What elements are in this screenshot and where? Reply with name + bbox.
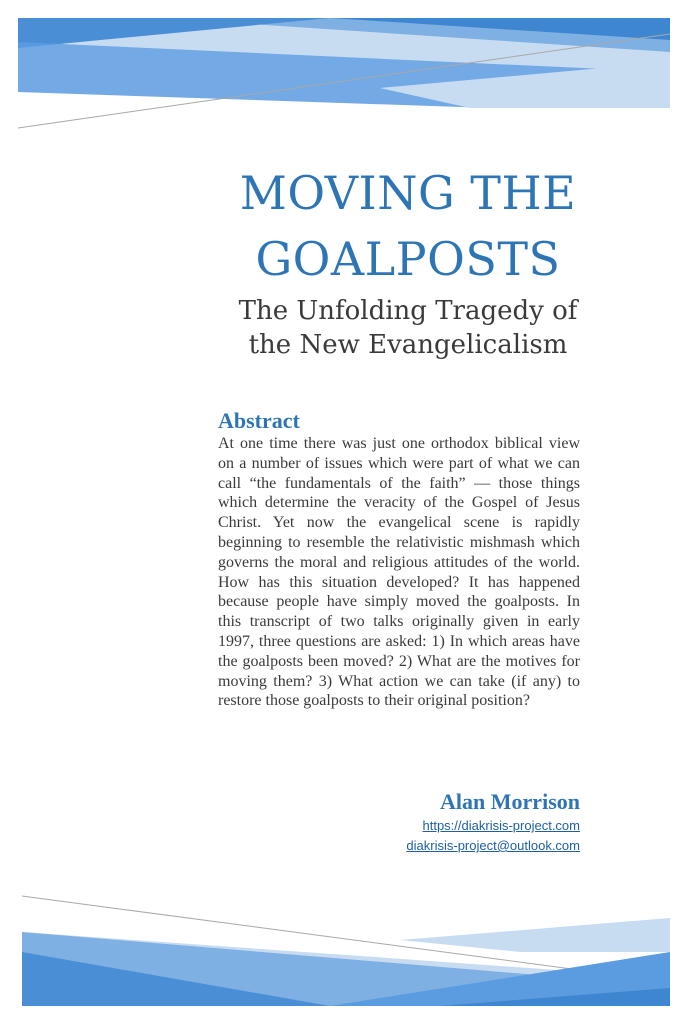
subtitle-line-2: the New Evangelicalism (248, 330, 568, 360)
author-name: Alan Morrison (440, 789, 580, 814)
title-line-1: MOVING THE (239, 166, 577, 220)
document-subtitle (210, 294, 606, 362)
bottom-decorative-banner (0, 890, 682, 1024)
website-link[interactable]: https://diakrisis-project.com (422, 818, 580, 833)
abstract-text: At one time there was just one orthodox biblical view on a number of issues which were part of what we can call “the fundamentals of the faith” — those things which determine the veracity of the Gospel of Jesus Christ. Yet now the evangelical scene is rapidly beginning to resemble the relativistic mishmash which governs the moral and religious attitudes of the world. How has this situation developed? It has happened because people have simply moved the goalposts. In this transcript of two talks originally given in early 1997, three questions are asked: 1) In which areas have the goalposts been moved? 2) What are the motives for moving them? 3) What action we can take (if any) to restore those goalposts to their original position? (218, 435, 580, 710)
top-decorative-banner (0, 0, 682, 140)
abstract-heading: Abstract (218, 408, 300, 433)
email-link[interactable]: diakrisis-project@outlook.com (406, 838, 580, 853)
author-block (406, 788, 580, 856)
title-line-2: GOALPOSTS (255, 232, 561, 286)
document-title (210, 160, 606, 292)
subtitle-line-1: The Unfolding Tragedy of (238, 296, 578, 326)
